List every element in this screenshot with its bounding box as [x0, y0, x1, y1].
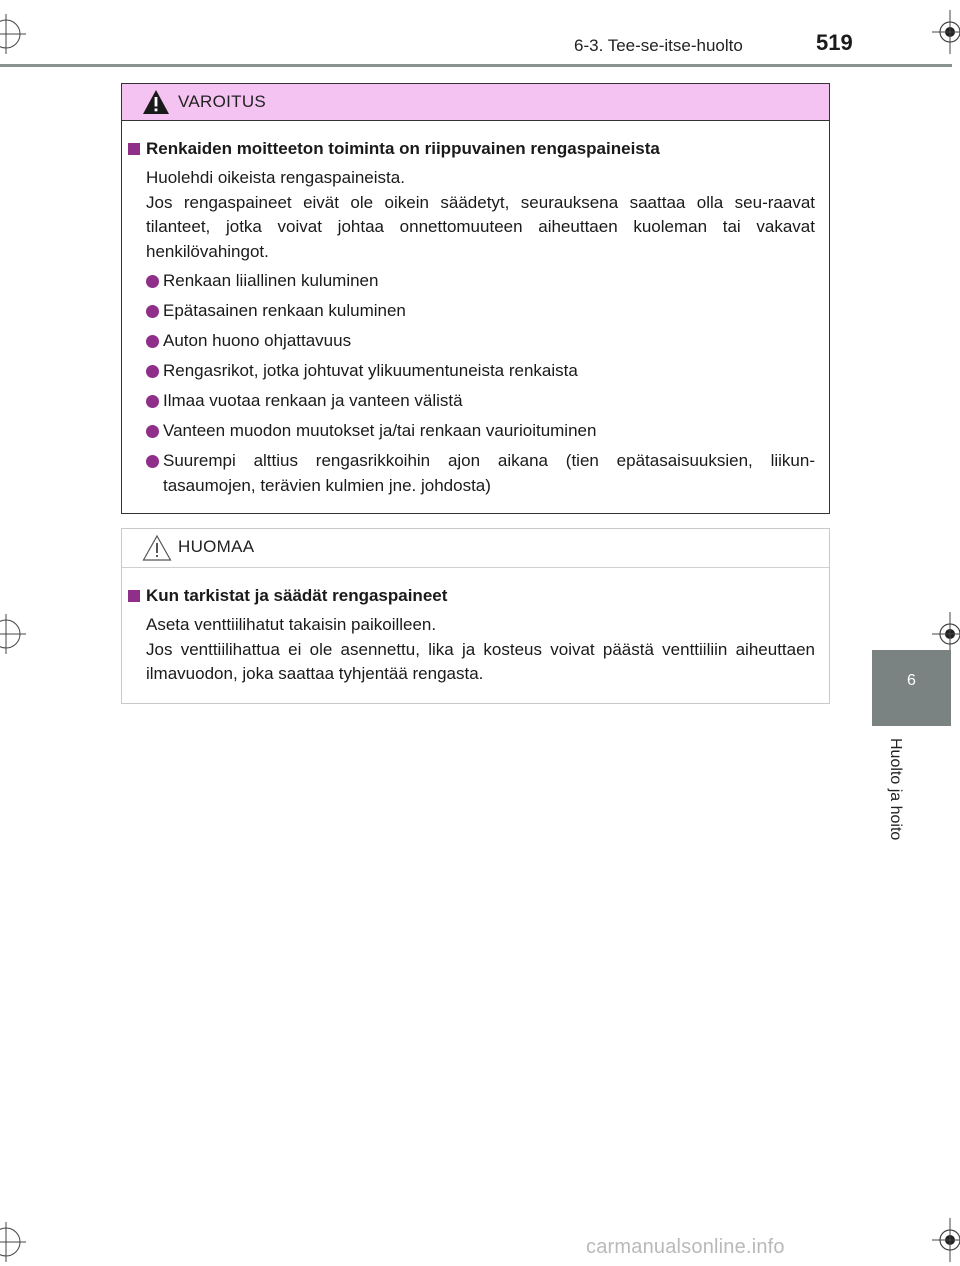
- list-item: [146, 269, 815, 294]
- list-item-text: Auton huono ohjattavuus: [163, 331, 352, 350]
- notice-box-label: HUOMAA: [178, 537, 255, 556]
- caution-triangle-icon: [142, 534, 172, 562]
- header-rule: [0, 64, 952, 67]
- list-item: [146, 419, 815, 444]
- list-item: [146, 329, 815, 354]
- chapter-tab: [872, 650, 951, 726]
- circle-bullet-icon: [146, 395, 159, 408]
- warning-bullet-list: [128, 269, 815, 498]
- circle-bullet-icon: [146, 425, 159, 438]
- crop-mark-bottom-right: [918, 1218, 960, 1262]
- list-item: [146, 299, 815, 324]
- square-bullet-icon: [128, 143, 140, 155]
- warning-triangle-icon: [142, 89, 170, 115]
- notice-item-heading: [128, 584, 815, 608]
- crop-mark-top-right: [918, 10, 960, 54]
- warning-heading-text: Renkaiden moitteeton toiminta on riippuvainen rengaspaineista: [146, 139, 660, 158]
- list-item-text: Ilmaa vuotaa renkaan ja vanteen välistä: [163, 391, 463, 410]
- notice-paragraph: Aseta venttiilihatut takaisin paikoilleen.: [146, 615, 437, 634]
- circle-bullet-icon: [146, 365, 159, 378]
- circle-bullet-icon: [146, 275, 159, 288]
- list-item: [146, 449, 815, 498]
- list-item-text: Suurempi alttius rengasrikkoihin ajon aikana (tien epätasaisuuksien, liikun-tasaumojen, terävien kulmien jne. johdosta): [163, 451, 815, 495]
- section-label: 6-3. Tee-se-itse-huolto: [574, 36, 743, 55]
- list-item: [146, 359, 815, 384]
- notice-box-body: [122, 584, 829, 687]
- crop-mark-top-left: [0, 14, 40, 54]
- warning-paragraph: Jos rengaspaineet eivät ole oikein säädetyt, seurauksena saattaa olla seu-raavat tilanteet, jotka voivat johtaa onnettomuuteen aiheuttaen kuoleman tai vakavat henkilövahingot.: [146, 192, 815, 261]
- notice-box-header: [122, 529, 829, 568]
- warning-box-body: [122, 137, 829, 498]
- list-item-text: Renkaan liiallinen kuluminen: [163, 271, 379, 290]
- notice-paragraph: Jos venttiilihattua ei ole asennettu, lika ja kosteus voivat päästä venttiiliin aiheuttaen ilmavuodon, joka saattaa tyhjentää rengasta.: [146, 639, 815, 683]
- circle-bullet-icon: [146, 305, 159, 318]
- warning-box-header: [122, 84, 829, 121]
- circle-bullet-icon: [146, 455, 159, 468]
- crop-mark-bottom-left: [0, 1222, 40, 1262]
- list-item-text: Rengasrikot, jotka johtuvat ylikuumentuneista renkaista: [163, 361, 578, 380]
- notice-box: [121, 528, 830, 704]
- page-number: 519: [816, 30, 853, 55]
- crop-mark-mid-left: [0, 614, 40, 654]
- circle-bullet-icon: [146, 335, 159, 348]
- square-bullet-icon: [128, 590, 140, 602]
- warning-box: [121, 83, 830, 514]
- list-item-text: Vanteen muodon muutokset ja/tai renkaan vaurioituminen: [163, 421, 597, 440]
- warning-box-label: VAROITUS: [178, 92, 267, 111]
- chapter-title: Huolto ja hoito: [887, 738, 904, 841]
- warning-item-heading: [128, 137, 815, 161]
- watermark: carmanualsonline.info: [586, 1236, 785, 1258]
- list-item: [146, 389, 815, 414]
- list-item-text: Epätasainen renkaan kuluminen: [163, 301, 406, 320]
- warning-paragraph: Huolehdi oikeista rengaspaineista.: [146, 168, 405, 187]
- notice-heading-text: Kun tarkistat ja säädät rengaspaineet: [146, 586, 448, 605]
- chapter-number: 6: [907, 672, 916, 689]
